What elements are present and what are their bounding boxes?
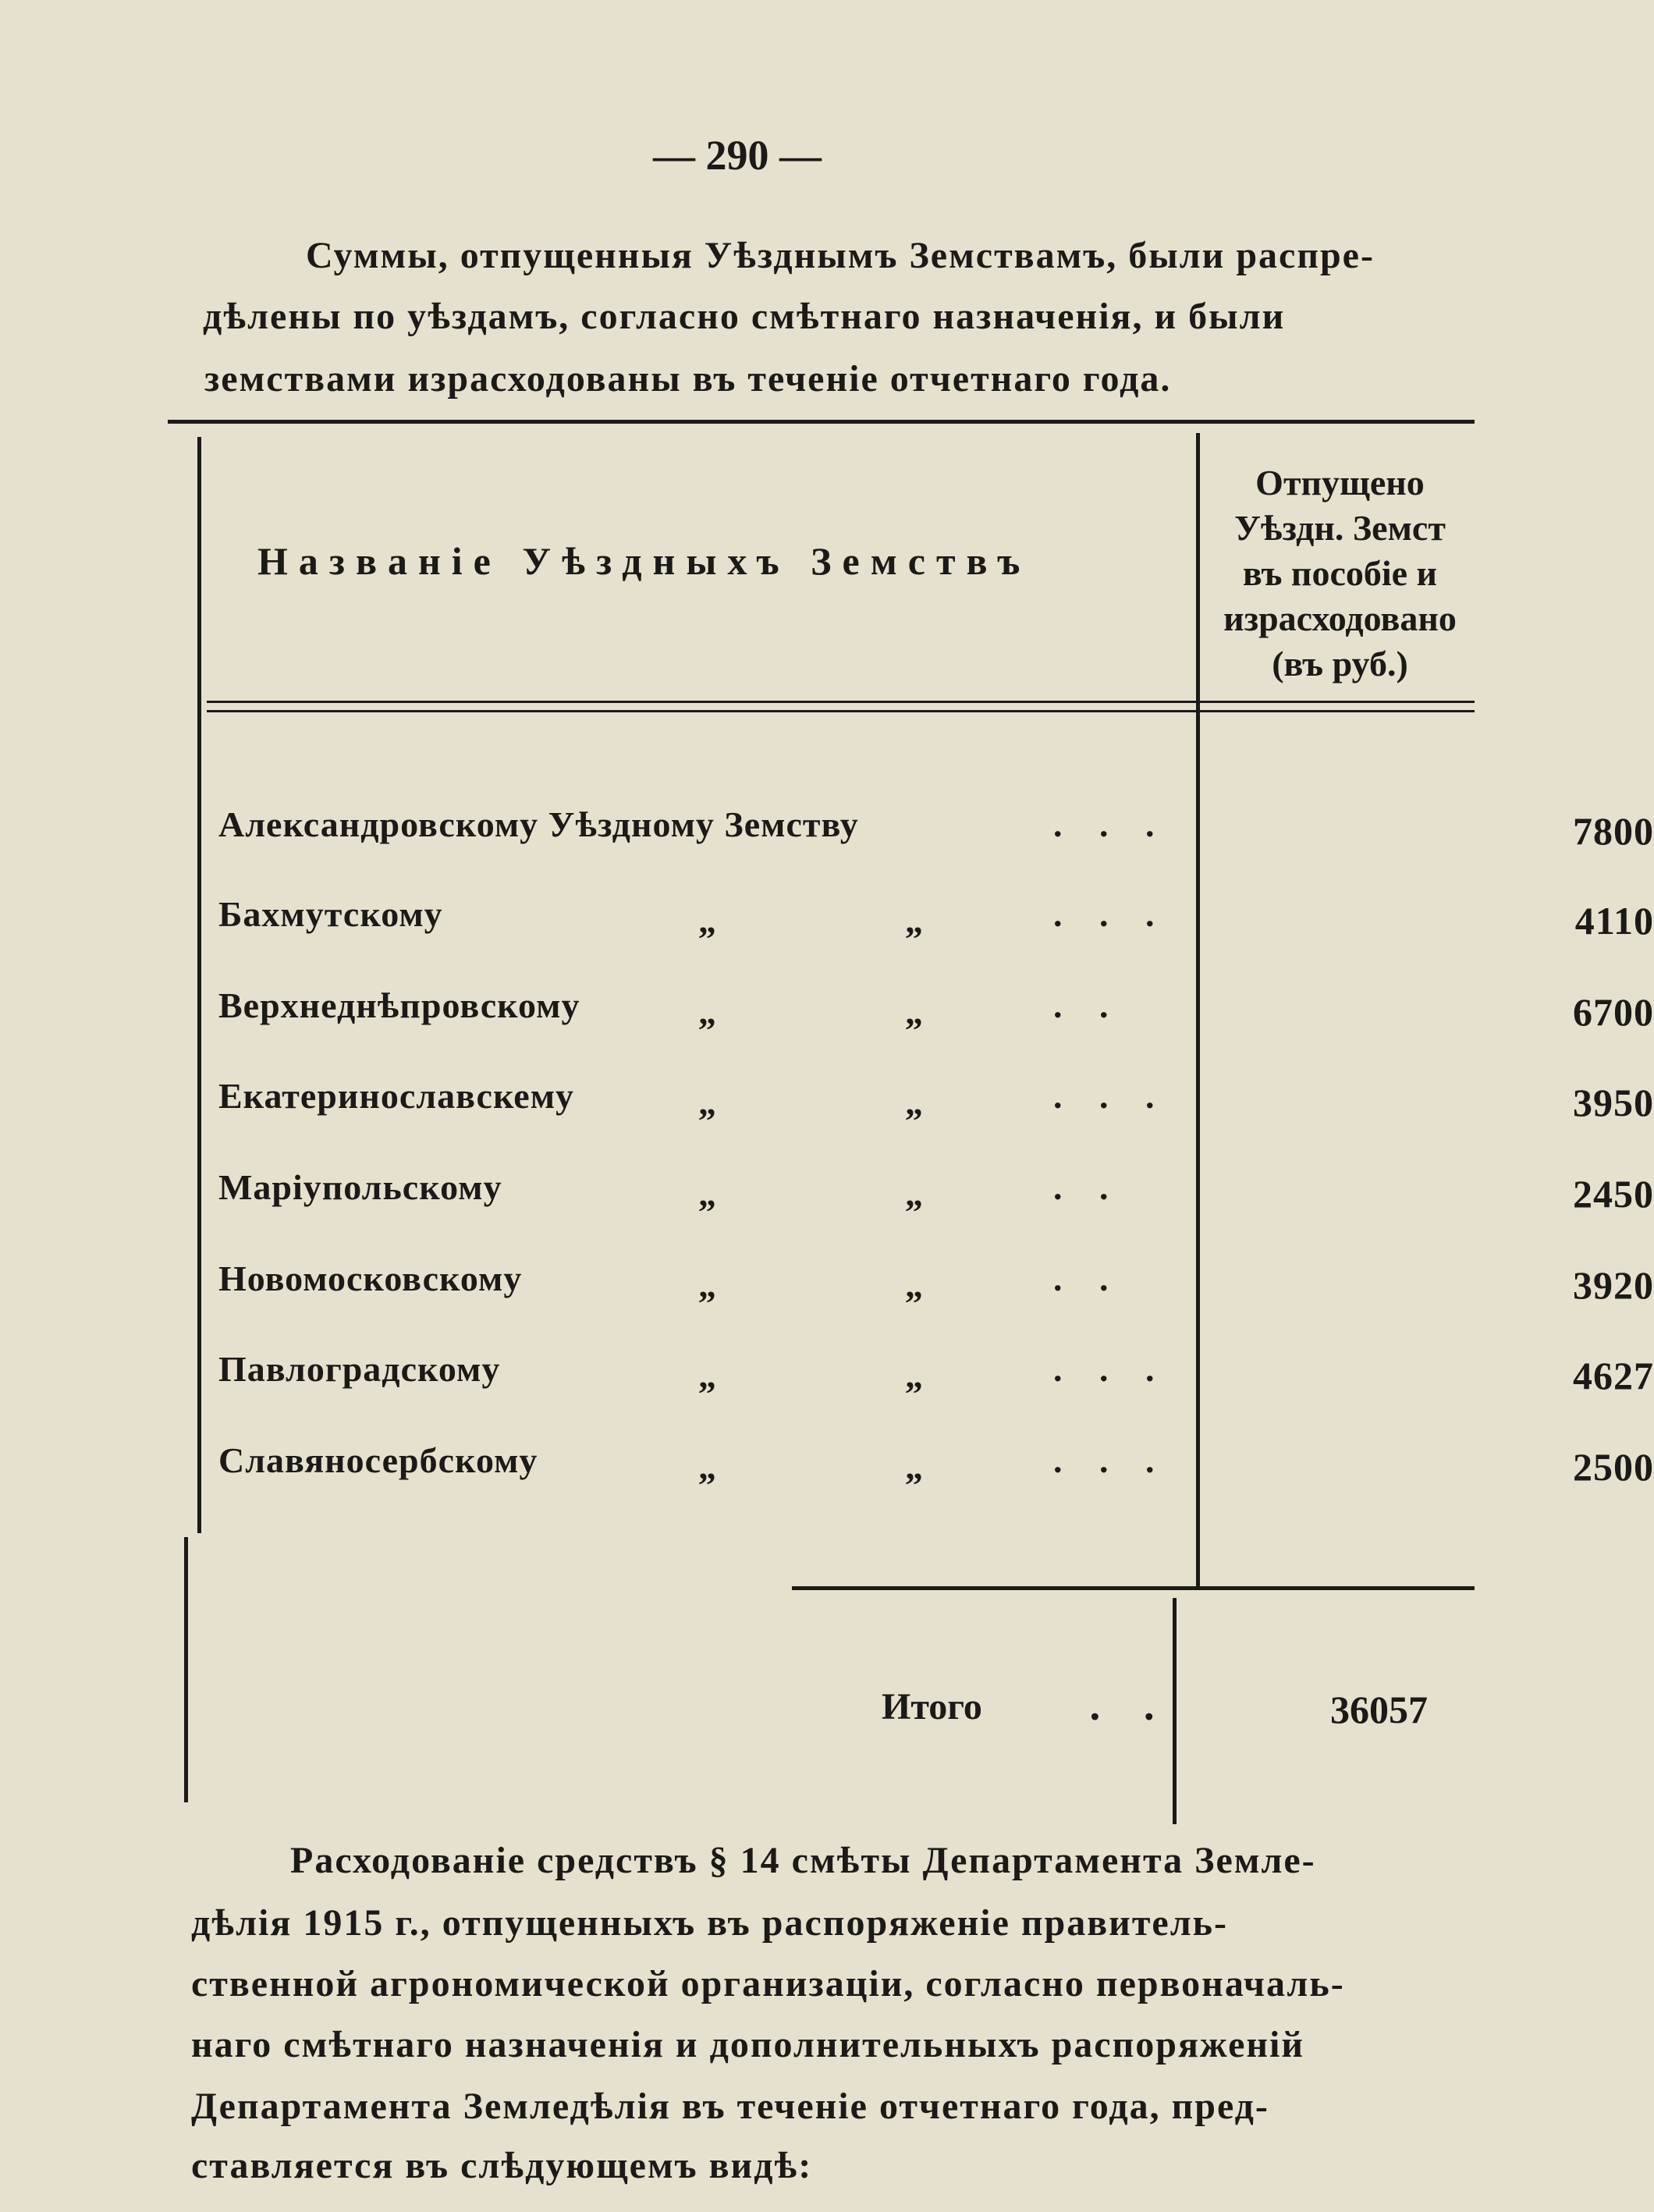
zemstvo-name: Маріупольскому [218,1167,502,1207]
amount-value: 3950 [1573,1081,1654,1124]
intro-line-3: земствами израсходованы въ теченіе отчетнаго года. [204,358,1172,399]
leader-dots: . . . [1053,1440,1169,1480]
total-leader-dots: . . [1088,1685,1170,1729]
amount-value: 3920 [1573,1263,1654,1307]
header-district-zemstvos: Названіе Уѣздныхъ Земствъ [257,539,1031,583]
ditto-mark: „ [698,1355,717,1395]
ditto-mark: „ [905,1355,924,1395]
table-row [218,1166,1654,1216]
zemstvo-name: Славяносербскому [218,1440,538,1480]
leader-dots: . . . [1053,804,1169,844]
ditto-mark: „ [698,1173,717,1213]
zemstvo-name: Екатеринославскему [218,1076,575,1116]
outro-line-6: ставляется въ слѣдующемъ видѣ: [191,2145,813,2186]
ditto-mark: „ [905,1265,924,1305]
intro-line-2: дѣлены по уѣздамъ, согласно смѣтнаго назначенія, и были [203,296,1286,337]
header-amount-column [1205,460,1475,687]
ditto-mark: „ [905,1447,924,1486]
table-row [218,1258,1654,1307]
amount-value: 7800 [1573,809,1654,853]
total-value: 36057 [1330,1688,1428,1731]
zemstvo-name: Александровскому Уѣздному Земству [218,804,859,844]
table-row [218,893,1654,943]
header-amount-line-4: израсходовано [1223,598,1457,638]
ditto-mark: „ [698,992,717,1031]
ditto-mark: „ [905,1082,924,1122]
table-row [218,985,1654,1034]
table-top-rule [168,420,1475,424]
leader-dots: . . . [1053,1349,1169,1389]
outro-line-2: дѣлія 1915 г., отпущенныхъ въ распоряженіе правитель- [191,1902,1228,1944]
amount-value: 6700 [1573,990,1654,1034]
intro-line-1: Суммы, отпущенныя Уѣзднымъ Земствамъ, были распре- [306,235,1375,276]
leader-dots: . . . [1053,1076,1169,1116]
outro-line-4: наго смѣтнаго назначенія и дополнительныхъ распоряженій [191,2024,1305,2065]
total-label: Итого [882,1686,982,1727]
ditto-mark: „ [698,1265,717,1305]
outro-line-5: Департамента Земледѣлія въ теченіе отчетнаго года, пред- [191,2086,1269,2127]
ditto-mark: „ [905,900,924,940]
header-double-rule-2 [207,710,1475,712]
zemstvo-name: Бахмутскому [218,894,443,934]
leader-dots: . . [1053,985,1123,1025]
table-left-border-lower [184,1537,188,1802]
outro-line-3: ственной агрономической организаціи, согласно первоначаль- [191,1963,1345,2004]
header-amount-line-2: Уѣздн. Земст [1234,508,1446,548]
leader-dots: . . [1053,1167,1123,1207]
amount-value: 4110 [1574,899,1654,943]
leader-dots: . . . [1053,894,1169,934]
zemstvo-name: Новомосковскому [218,1259,523,1298]
header-amount-line-5: (въ руб.) [1272,644,1408,683]
table-row [218,1075,1654,1124]
ditto-mark: „ [698,1082,717,1122]
table-left-border [197,437,201,1533]
table-row [218,1440,1654,1489]
ditto-mark: „ [698,1447,717,1486]
amount-value: 4627 [1573,1354,1654,1397]
table-row [218,1348,1654,1397]
amount-value: 2500 [1573,1445,1654,1489]
header-double-rule-1 [207,701,1475,703]
table-row [218,804,1654,853]
outro-line-1: Расходованіе средствъ § 14 смѣты Департамента Земле- [290,1840,1316,1881]
column-divider-lower [1173,1598,1177,1824]
zemstvo-name: Верхнеднѣпровскому [218,985,580,1025]
ditto-mark: „ [905,992,924,1031]
page-number: — 290 — [653,132,822,179]
zemstvo-name: Павлоградскому [218,1349,501,1389]
total-rule [792,1586,1475,1590]
ditto-mark: „ [905,1173,924,1213]
ditto-mark: „ [698,900,717,940]
header-amount-line-3: въ пособіе и [1242,553,1438,593]
leader-dots: . . [1053,1259,1123,1298]
header-amount-line-1: Отпущено [1255,463,1425,502]
amount-value: 2450 [1573,1172,1654,1216]
